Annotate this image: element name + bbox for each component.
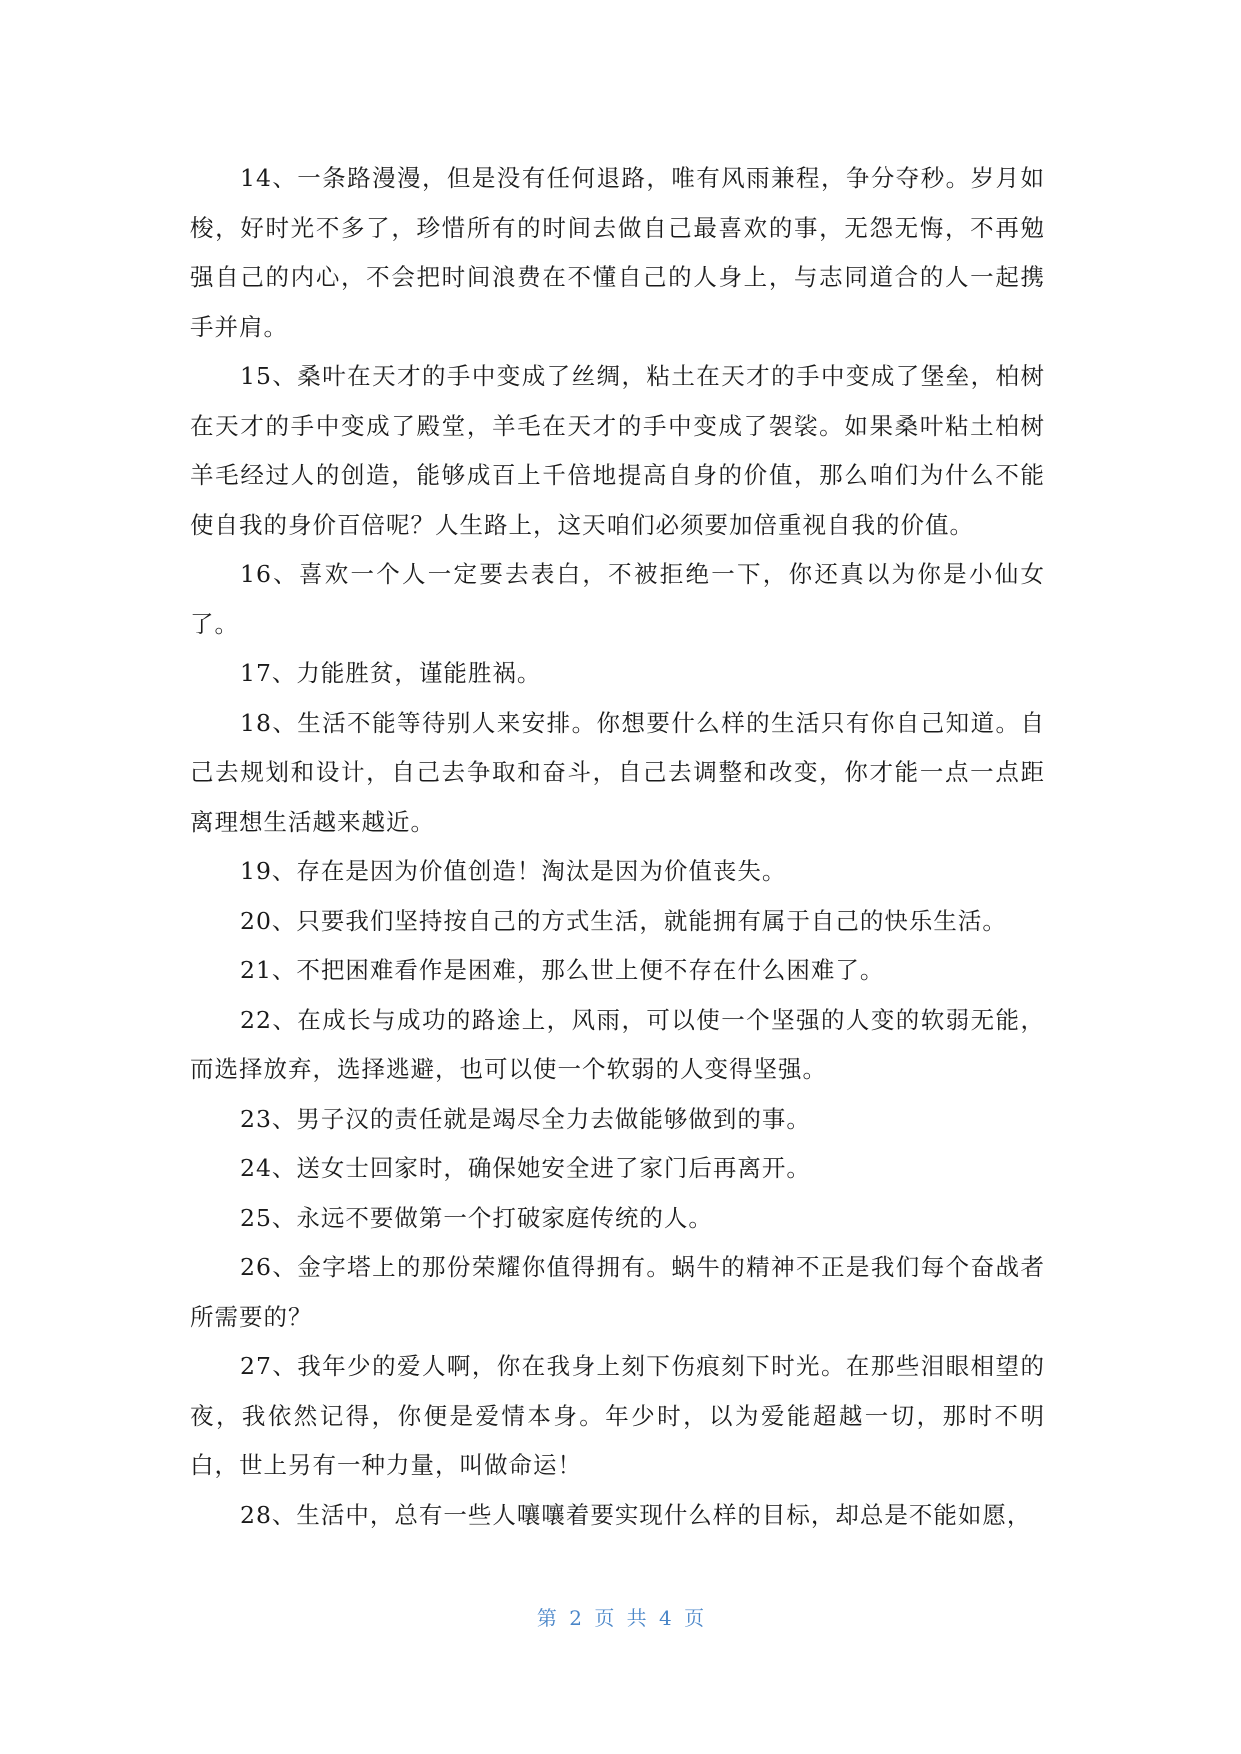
paragraph-27: 27、我年少的爱人啊，你在我身上刻下伤痕刻下时光。在那些泪眼相望的夜，我依然记得，你便是爱情本身。年少时，以为爱能超越一切，那时不明白，世上另有一种力量，叫做命运！ — [190, 1352, 1045, 1479]
paragraph-24: 24、送女士回家时，确保她安全进了家门后再离开。 — [240, 1154, 811, 1182]
paragraph-21: 21、不把困难看作是困难，那么世上便不存在什么困难了。 — [240, 956, 885, 984]
footer-ye-gong: 页 共 — [594, 1606, 647, 1630]
paragraph-19: 19、存在是因为价值创造！淘汰是因为价值丧失。 — [240, 857, 787, 885]
footer-page-total: 4 — [659, 1606, 672, 1630]
paragraph-28: 28、生活中，总有一些人嚷嚷着要实现什么样的目标，却总是不能如愿， — [240, 1500, 1032, 1529]
paragraph-15: 15、桑叶在天才的手中变成了丝绸，粘土在天才的手中变成了堡垒，柏树在天才的手中变成了殿堂，羊毛在天才的手中变成了袈裟。如果桑叶粘土柏树羊毛经过人的创造，能够成百上千倍地提高自身的价值，那么咱们为什么不能使自我的身价百倍呢？人生路上，这天咱们必须要加倍重视自我的价值。 — [190, 362, 1045, 539]
paragraph-26: 26、金字塔上的那份荣耀你值得拥有。蜗牛的精神不正是我们每个奋战者所需要的？ — [190, 1253, 1045, 1331]
footer-ye: 页 — [684, 1606, 705, 1630]
paragraph-23: 23、男子汉的责任就是竭尽全力去做能够做到的事。 — [240, 1104, 811, 1133]
footer-page-current: 2 — [569, 1606, 582, 1630]
paragraph-22: 22、在成长与成功的路途上，风雨，可以使一个坚强的人变的软弱无能，而选择放弃，选择逃避，也可以使一个软弱的人变得坚强。 — [190, 1005, 1045, 1083]
paragraph-14: 14、一条路漫漫，但是没有任何退路，唯有风雨兼程，争分夺秒。岁月如梭，好时光不多了，珍惜所有的时间去做自己最喜欢的事，无怨无悔，不再勉强自己的内心，不会把时间浪费在不懂自己的人身上，与志同道合的人一起携手并肩。 — [190, 164, 1045, 341]
page-footer — [0, 1602, 1241, 1631]
paragraph-18: 18、生活不能等待别人来安排。你想要什么样的生活只有你自己知道。自己去规划和设计，自己去争取和奋斗，自己去调整和改变，你才能一点一点距离理想生活越来越近。 — [190, 708, 1045, 836]
paragraph-25: 25、永远不要做第一个打破家庭传统的人。 — [240, 1203, 713, 1232]
paragraph-16: 16、喜欢一个人一定要去表白，不被拒绝一下，你还真以为你是小仙女了。 — [190, 560, 1045, 638]
paragraph-17: 17、力能胜贫，谨能胜祸。 — [240, 659, 542, 687]
body-text — [190, 154, 1045, 1540]
footer-di: 第 — [536, 1606, 557, 1630]
paragraph-20: 20、只要我们坚持按自己的方式生活，就能拥有属于自己的快乐生活。 — [240, 906, 1007, 935]
